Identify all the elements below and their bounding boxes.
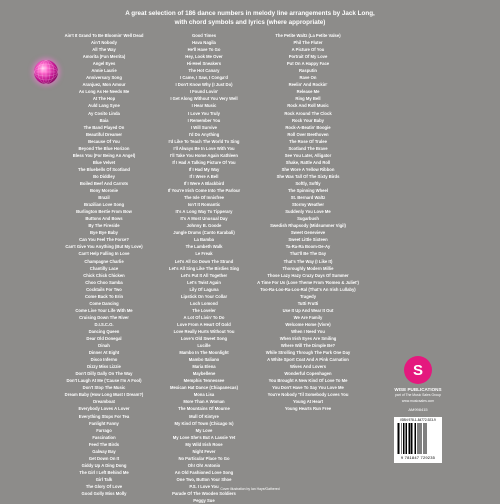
song-title: P.S. I Love You [189,484,219,489]
song-title: Come Live Your Life With Me [75,307,133,313]
song-title: Mambo In The Moonlight [179,350,229,356]
barcode-bar [424,423,425,454]
song-title: Buttons And Bows [85,216,123,222]
song-title: Choo Choo Samba [85,279,123,285]
barcode-bar [411,423,413,454]
song-title: Let's Put It All Together [180,272,228,278]
song-title: Brazil [98,195,110,201]
song-title: Young At Heart [292,399,323,405]
song-title: A White Sport Coat And A Pink Carnation [267,357,349,363]
song-title: Sugarbush [297,216,319,222]
song-title: The Bluebells Of Scotland [78,166,130,172]
song-title: Memphis Tennessee [183,378,225,384]
song-title: Scotland The Brave [288,145,328,151]
song-title: It's A Long Way To Tipperary [175,209,233,215]
song-title: Come Dancing [89,300,119,306]
song-title: Young Hearts Run Free [284,406,332,412]
song-title: Rasputin [299,68,317,74]
song-title: Bo Diddley [93,173,115,179]
song-title: Love's Old Sweet Song [180,336,228,342]
song-title: If I Had My Way [188,166,220,172]
song-title: Good Times [191,33,217,38]
song-title: Can You Feel The Force? [79,237,129,243]
song-title: Phil The Fluter [293,40,323,46]
song-title: Wives And Lovers [289,364,327,370]
song-title: Angel Eyes [92,61,116,67]
song-title: She Was Tall Of The Sixty Birds [276,173,340,179]
barcode-bar [400,423,401,454]
song-title: Lipstick On Your Collar [180,293,228,299]
song-title: An Old Fashioned Love Song [174,469,234,475]
song-title: The Loveler [192,307,216,313]
song-list-column-1 [52,32,156,497]
song-title: Mambo Italiano [188,357,220,363]
song-title: My Love [195,427,213,433]
song-title: Dear Old Donegal [86,336,122,342]
publisher-subtitle: part of The Music Sales Group [395,393,441,397]
song-title: By The Fireside [88,223,120,229]
song-title: Love From A Heart Of Gold [177,321,231,327]
song-title: Lily Of Laguna [189,286,219,292]
song-title: That'll Be The Day [289,251,327,257]
intro-text [80,10,420,27]
song-title: Tragedy [299,293,317,299]
song-title: Reelin' And Rockin' [288,82,328,88]
isbn-text: ISBN 978-1-84772-923-9 [400,418,436,422]
song-title: Everything Stops For Tea [78,413,130,419]
song-title: Rave On [299,75,317,81]
barcode-bar [397,423,398,454]
song-title: St. Bernard Waltz [290,195,326,201]
song-title: As Long As He Needs Me [78,89,130,95]
barcode-bar [402,423,403,454]
song-title: I Love You Truly [188,110,220,116]
song-title: Dinner At Eight [88,350,120,356]
song-title: Cocktails For Two [86,286,122,292]
song-title: I Found Lovin' [189,89,219,95]
barcode-digits: 9 781847 729235 [400,455,436,460]
song-title: D.I.S.C.O. [94,321,114,327]
song-title: If I Were A Blackbird [183,180,225,186]
barcode-bar [413,423,414,454]
song-title: The Band Played On [83,124,125,130]
song-title: The Girl I Left Behind Me [79,469,129,475]
song-title: I Don't Know Why (I Just Do) [175,82,233,88]
song-title: Johnny B. Goode [186,223,222,229]
song-title: Too-Ra-Loo-Ra-Loo-Ral (That's An Irish Lullaby) [260,286,356,292]
song-title: Mexican Hat Dance (Chiapanecas) [170,385,238,391]
song-title: La Bamba [193,237,214,243]
barcode-bars [396,423,440,454]
song-title: Beautiful Dreamer [85,131,123,137]
song-title: All The Way [92,47,116,53]
song-title: Use It Up And Wear It Out [282,307,334,313]
song-title: Annie Laurie [91,68,117,74]
song-title: That's The Way (I Like It) [283,258,333,264]
song-title: Anniversary Song [86,75,122,81]
song-title: My Kind Of Town (Chicago Is) [174,420,234,426]
song-title: Bony Moronie [90,188,118,194]
song-title: Can't Help Falling In Love [78,251,130,257]
song-title: Where Will The Dimple Be? [280,343,336,349]
barcode-bar [418,423,419,454]
song-title: Parade Of The Wooden Soldiers [172,491,236,497]
song-title: More Than A Woman [183,399,225,405]
song-title: Let's All Sing Like The Birdies Sing [169,265,239,271]
barcode-bar [422,423,423,454]
song-title: Wonderful Copenhagen [284,371,332,377]
song-title: Hava Nagila [192,40,216,46]
song-title: I'd Do Anything [188,131,220,137]
song-title: The Isle Of Innisfree [183,195,225,201]
barcode-bar [398,423,399,454]
song-title: If I Were A Bell [189,173,219,179]
barcode [394,417,442,463]
song-title: Lucille [197,343,211,349]
song-title: Rock And Roll Music [287,103,329,109]
song-title: Rock-A-Beatin' Boogie [285,124,331,130]
barcode-bar [426,423,427,454]
song-title: When I Need You [291,328,325,334]
song-title: Farrago [96,427,112,433]
song-title: Everybody Loves A Lover [78,406,130,412]
song-title: If You're Irish Come Into The Parlour [167,188,241,194]
song-title: Portrait Of My Love [288,54,328,60]
song-title: Softly, Softly [295,180,321,186]
song-title: Let's All Go Down The Strand [174,258,234,264]
barcode-bar [420,423,421,454]
song-title: Night Fever [192,448,216,454]
song-title: Those Lazy Hazy Crazy Days Of Summer [267,272,349,278]
song-title: Don't Dilly Dally On The Way [75,371,133,377]
song-title: Dancing Queen [88,328,120,334]
intro-line-2: with chord symbols and lyrics (where appropriate) [174,18,326,26]
song-title: Shake, Rattle And Roll [285,159,331,165]
song-title: She Wore A Yellow Ribbon [281,166,335,172]
song-title: Mona Lisa [193,392,215,398]
song-title: Ay Cosito Linda [88,110,120,116]
song-title: Chantilly Lace [89,265,119,271]
song-title: Bless You (For Being An Angel) [72,152,136,158]
song-title: Loch Lomond [190,300,218,306]
song-title: Rock Around The Clock [284,110,332,116]
publisher-logo [404,356,432,384]
song-title: Dream Baby (How Long Must I Dream?) [64,392,144,398]
song-title: Swedish Rhapsody (Midsummer Vigil) [270,223,346,229]
song-title: Don't Stop The Music [82,385,126,391]
song-title: I'll Always Be In Love With You [173,145,235,151]
barcode-bar [425,423,426,454]
song-title: Peggy Sue [193,498,215,504]
song-title: I Get Along Without You Very Well [170,96,238,102]
song-title: Boiled Beef And Carrots [79,180,129,186]
song-title: You're Nobody 'Til Somebody Loves You [267,392,349,398]
song-title: The Glory Of Love [85,484,123,489]
order-number: AM998415 [408,407,428,412]
barcode-bar [405,423,406,454]
song-title: A Lot Of Livin' To Do [183,314,225,320]
song-title: Jungle Drums (Canto Karabali) [173,230,235,236]
barcode-bar [403,423,404,454]
song-title: Welcome Home (Vivre) [285,321,331,327]
barcode-bar [406,423,408,454]
song-title: Giddy Up A Ding Dong [81,462,127,468]
song-title: My Wild Irish Rose [185,441,223,447]
song-title: When Irish Eyes Are Smiling [279,336,337,342]
song-title: I Came, I Saw, I Conga'd [180,75,228,81]
song-title: Rock Your Baby [292,117,324,123]
song-title: Maybellene [192,371,216,377]
song-title: Aranjuez, Mon Amour [82,82,126,88]
song-title: Brazilian Love Song [83,202,125,208]
song-title: He'll Have To Go [187,47,221,53]
song-title: We Are Family [293,314,323,320]
song-title: Blue Velvet [92,159,116,165]
song-title: You Don't Have To Say You Love Me [272,385,344,391]
song-title: I Hear Music [191,103,217,109]
barcode-bar [415,423,416,454]
song-title: I Remember You [187,117,221,123]
song-list-column-3 [253,32,363,413]
song-title: Love Really Hurts Without You [173,328,235,334]
song-title: Ta-Ra-Ra Boom-De-Ay [285,244,331,250]
song-list-column-2 [146,32,262,504]
song-title: Put On A Happy Face [286,61,330,67]
song-title: Champagne Charlie [84,258,124,264]
song-title: Let's Twist Again [187,279,221,285]
song-title: Chick Chick Chicken [83,272,125,278]
song-title: Le Freak [195,251,213,257]
song-title: Auld Lang Syne [88,103,120,109]
song-title: Dizzy Miss Lizzie [87,364,121,370]
song-title: Tutti Frutti [297,300,319,306]
song-title: Dinah [98,343,110,349]
publisher-url: www.musicsales.com [401,399,435,403]
song-title: Fanlight Fanny [89,420,119,426]
barcode-bar [419,423,420,454]
song-title: I'll Take You Home Again Kathleen [170,152,238,158]
publisher-name: WISE PUBLICATIONS [394,387,442,392]
song-title: Good Golly Miss Molly [81,491,127,497]
song-title: The Petite Waltz (La Petite Valse) [275,33,341,38]
song-title: Sweet Genevieve [290,230,326,236]
song-title: Mull Of Kintyre [189,413,219,419]
song-title: Burlington Bertie From Bow [76,209,132,215]
song-title: A Time For Us (Love Theme From 'Romeo & Juliet') [257,279,359,285]
song-title: If I Had A Talking Picture Of You [172,159,236,165]
song-title: Ring My Bell [295,96,321,102]
song-title: The Hot Canary [188,68,220,74]
song-title: Baia [99,117,109,123]
song-title: Because Of You [88,138,120,144]
song-title: Ain't It Grand To Be Bloomin' Well Dead [64,33,144,38]
song-title: One Two, Button Your Shoe [176,476,232,482]
song-title: Fascination [92,434,116,440]
song-title: Stormy Weather [291,202,325,208]
song-title: Galway Bay [92,448,116,454]
song-title: Get Down On It [88,455,120,461]
song-title: Don't Laugh At Me ('Cause I'm A Fool) [66,378,142,384]
song-title: Isn't It Romantic [187,202,221,208]
song-title: My Love She's But A Lassie Yet [172,434,236,440]
song-title: At The Hop [92,96,116,102]
song-title: The Rose Of Tralee [289,138,327,144]
cover-credit: Cover illustration by Ian Haye/Gathered [220,487,280,491]
song-title: You Brought A New Kind Of Love To Me [268,378,348,384]
song-title: Suddenly You Love Me [285,209,331,215]
song-title: Come Back To Erin [84,293,124,299]
song-title: Beyond The Blue Horizon [78,145,130,151]
barcode-bar [414,423,415,454]
song-title: Maria Elena [192,364,216,370]
song-title: No Particular Place To Go [178,455,230,461]
song-title: The Spinning Wheel [287,188,328,194]
intro-line-1: A great selection of 186 dance numbers in melody line arrangements by Jack Long, [125,10,375,17]
song-title: See You Later, Alligator [284,152,332,158]
song-title: Amorita (Fun Merrita) [82,54,126,60]
song-title: Disco Inferno [90,357,118,363]
song-title: I'd Like To Teach The World To Sing [168,138,240,144]
song-title: Release Me [296,89,320,95]
song-title: Ain't Nobody [91,40,117,46]
song-title: While Strolling Through The Park One Day [265,350,351,356]
song-title: Girl Talk [95,476,113,482]
publisher-logo-letter: S [412,361,423,379]
song-title: I Will Survive [190,124,218,130]
song-title: Thoroughly Modern Millie [282,265,334,271]
song-title: Can't Give You Anything (But My Love) [65,244,143,250]
barcode-bar [409,423,410,454]
song-title: Hey, Look Me Over [185,54,223,60]
song-title: Feed The Birds [88,441,120,447]
song-title: Sweet Little Sixteen [288,237,328,243]
song-title: Hi-Heel Sneakers [186,61,222,67]
song-title: Cruising Down The River [79,314,129,320]
song-title: Oh! Oh! Antonio [187,462,221,468]
song-title: Roll Over Beethoven [287,131,329,137]
song-title: Bye Bye Baby [90,230,118,236]
song-title: It's A Most Unusual Day [180,216,228,222]
song-title: The Mountains Of Mourne [178,406,230,412]
song-title: Dreamboat [93,399,115,405]
barcode-bar [408,423,409,454]
song-title: The Lambeth Walk [185,244,223,250]
song-title: A Picture Of You [291,47,325,53]
